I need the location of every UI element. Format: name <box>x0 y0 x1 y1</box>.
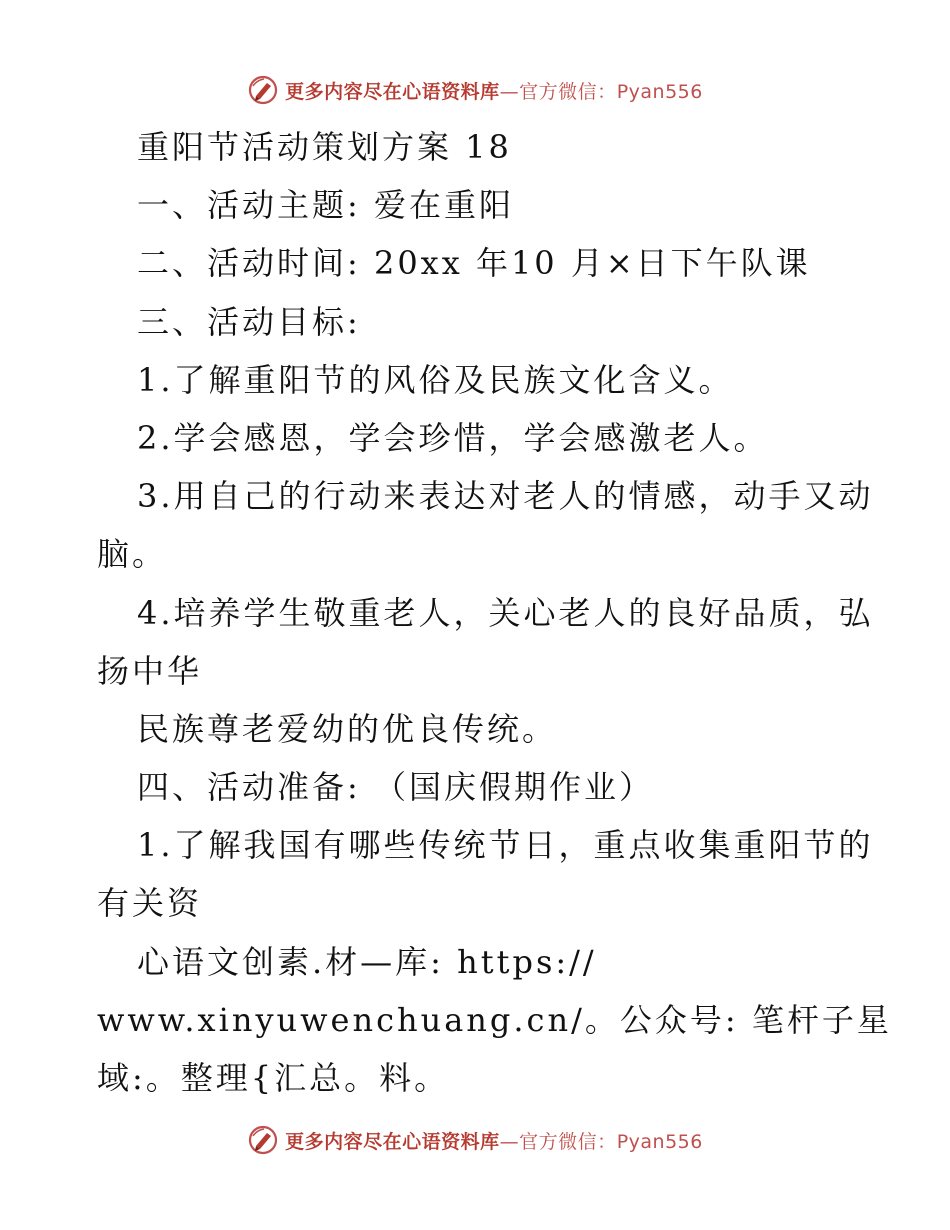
footer-banner-text <box>285 1127 703 1154</box>
banner-wechat-handle: Pyan556 <box>616 80 703 103</box>
footer-banner <box>0 1120 950 1160</box>
doc-line: 3.用自己的行动来表达对老人的情感，动手又动 <box>137 477 874 516</box>
doc-line: 重阳节活动策划方案 18 <box>137 128 512 166</box>
doc-line: 域:。整理{汇总。料。 <box>97 1059 450 1097</box>
header-banner-text <box>285 77 703 104</box>
doc-line: 心语文创素.材—库: https:// <box>137 942 597 981</box>
doc-line: 1.了解我国有哪些传统节日，重点收集重阳节的 <box>137 826 874 865</box>
doc-line: 民族尊老爱幼的优良传统。 <box>137 709 558 748</box>
doc-line: www.xinyuwenchuang.cn/。公众号: 笔杆子星 <box>97 1000 892 1039</box>
banner-main-text: 更多内容尽在心语资料库 <box>285 80 500 103</box>
doc-line: 二、活动时间: 20xx 年10 月×日下午队课 <box>137 244 811 283</box>
doc-line: 扬中华 <box>97 651 203 690</box>
banner-wechat-handle: Pyan556 <box>616 1130 703 1153</box>
banner-main-text: 更多内容尽在心语资料库 <box>285 1130 500 1153</box>
banner-sub-text: 官方微信： <box>519 80 617 103</box>
doc-line: 四、活动准备: （国庆假期作业） <box>137 768 654 807</box>
pen-logo-icon <box>247 74 279 106</box>
doc-line: 4.培养学生敬重老人，关心老人的良好品质，弘 <box>137 593 874 632</box>
banner-dash: — <box>499 1130 520 1153</box>
doc-line: 三、活动目标: <box>137 302 361 341</box>
doc-line: 2.学会感恩，学会珍惜，学会感激老人。 <box>137 418 769 457</box>
header-banner <box>0 70 950 110</box>
banner-dash: — <box>499 80 520 103</box>
doc-line: 有关资 <box>97 884 203 923</box>
doc-line: 一、活动主题: 爱在重阳 <box>137 186 514 225</box>
doc-line: 脑。 <box>97 535 168 574</box>
document-body <box>97 118 892 1107</box>
pen-logo-icon <box>247 1124 279 1156</box>
banner-sub-text: 官方微信： <box>519 1130 617 1153</box>
doc-line: 1.了解重阳节的风俗及民族文化含义。 <box>137 360 734 399</box>
